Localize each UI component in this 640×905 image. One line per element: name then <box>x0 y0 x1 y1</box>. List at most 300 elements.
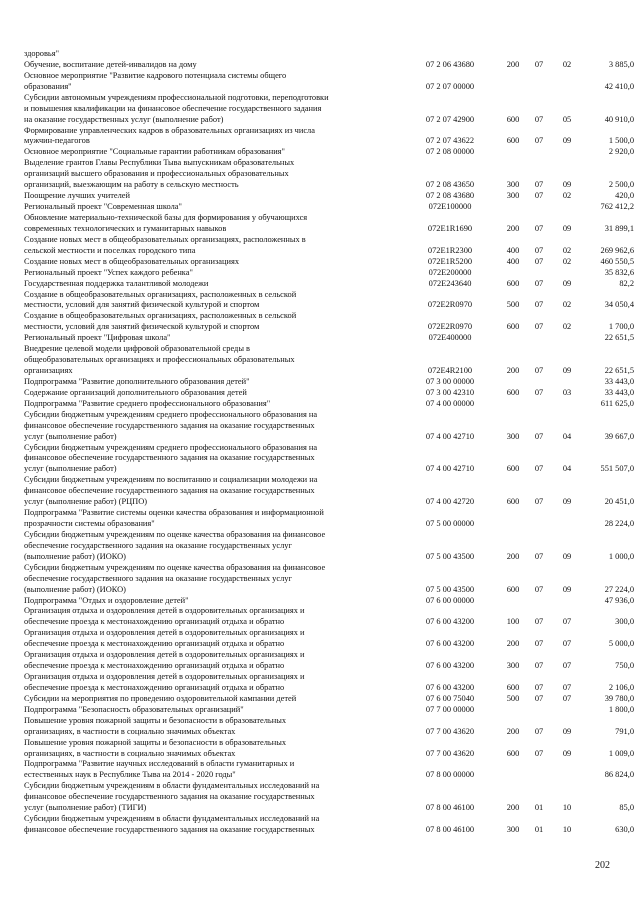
row-vr: 600 <box>506 748 520 758</box>
row-name: Создание новых мест в общеобразовательных организациях, расположенных в <box>24 234 306 244</box>
row-rz: 07 <box>534 387 544 397</box>
row-rz: 07 <box>534 136 544 146</box>
row-sum: 33 443,0 <box>604 387 634 397</box>
table-row-line <box>24 365 640 376</box>
table-row-line <box>24 726 640 737</box>
row-sum: 22 651,5 <box>604 333 634 343</box>
row-rz: 07 <box>534 180 544 190</box>
row-code: 07 4 00 42710 <box>425 464 475 474</box>
row-code: 07 7 00 00000 <box>425 704 475 714</box>
row-name: Субсидии на мероприятия по проведению оздоровительной кампании детей <box>24 693 297 703</box>
table-row-line <box>24 59 640 70</box>
row-pr: 02 <box>562 245 572 255</box>
row-rz: 07 <box>534 464 544 474</box>
row-code: 072E4R2100 <box>427 366 473 375</box>
row-code: 07 6 00 75040 <box>425 693 475 703</box>
row-code: 07 5 00 43500 <box>425 584 475 594</box>
row-vr: 500 <box>506 300 520 310</box>
table-row-line <box>24 332 640 343</box>
row-name: организаций высшего образования и профессиональных образовательных <box>24 169 289 179</box>
row-code: 07 6 00 43200 <box>425 661 475 671</box>
table-row-line <box>24 671 640 682</box>
table-row-line <box>24 343 640 354</box>
table-row-line <box>24 693 640 704</box>
row-name: Создание в общеобразовательных организациях, расположенных в сельской <box>24 311 297 321</box>
row-code: 07 2 08 00000 <box>425 147 475 157</box>
row-pr: 09 <box>562 584 572 594</box>
row-sum: 269 962,6 <box>600 245 634 255</box>
row-code: 07 2 06 43680 <box>425 59 475 69</box>
row-pr: 09 <box>562 748 572 758</box>
row-code: 07 7 00 43620 <box>425 726 475 736</box>
row-sum: 630,0 <box>615 825 634 834</box>
table-row-line <box>24 310 640 321</box>
row-rz: 01 <box>534 803 544 813</box>
table-row-line <box>24 420 640 431</box>
row-pr: 07 <box>562 661 572 671</box>
row-rz: 07 <box>534 256 544 266</box>
row-pr: 10 <box>562 825 572 834</box>
table-row-line <box>24 431 640 442</box>
table-row-line <box>24 627 640 638</box>
table-row-line <box>24 70 640 81</box>
row-name: Субсидии бюджетным учреждениям по оценке качества образования на финансовое <box>24 562 326 572</box>
row-pr: 09 <box>562 278 572 288</box>
row-vr: 600 <box>506 464 520 474</box>
row-rz: 07 <box>534 639 544 649</box>
row-sum: 460 550,5 <box>600 256 634 266</box>
row-code: 07 2 08 43650 <box>425 180 475 190</box>
row-code: 07 8 00 46100 <box>425 803 475 813</box>
row-pr: 05 <box>562 114 572 124</box>
row-pr: 09 <box>562 497 572 507</box>
table-row-line <box>24 376 640 387</box>
row-rz: 07 <box>534 617 544 627</box>
row-sum: 2 106,0 <box>608 682 634 692</box>
table-row-line <box>24 474 640 485</box>
table-row-line <box>24 267 640 278</box>
row-code: 07 2 07 00000 <box>425 81 475 91</box>
row-rz: 07 <box>534 278 544 288</box>
row-pr: 09 <box>562 366 572 375</box>
row-rz: 07 <box>534 661 544 671</box>
row-rz: 07 <box>534 726 544 736</box>
table-row-line <box>24 649 640 660</box>
row-code: 07 2 07 43622 <box>425 136 475 146</box>
row-name: обеспечение проезда к местонахождению организаций отдыха и обратно <box>24 639 285 649</box>
row-vr: 600 <box>506 114 520 124</box>
row-name: Субсидии бюджетным учреждениям среднего профессионального образования на <box>24 442 318 452</box>
row-name: Региональный проект "Цифровая школа" <box>24 333 171 343</box>
table-row-line <box>24 551 640 562</box>
row-code: 072E2R0970 <box>427 322 473 332</box>
row-pr: 02 <box>562 191 572 201</box>
row-rz: 07 <box>534 693 544 703</box>
row-code: 07 3 00 42310 <box>425 387 475 397</box>
row-name: образования" <box>24 81 72 91</box>
row-pr: 09 <box>562 136 572 146</box>
row-sum: 85,0 <box>619 803 634 813</box>
table-row-line <box>24 496 640 507</box>
row-sum: 750,0 <box>615 661 634 671</box>
row-sum: 1 500,0 <box>608 136 634 146</box>
row-rz: 07 <box>534 497 544 507</box>
row-pr: 07 <box>562 639 572 649</box>
row-name: общеобразовательных организациях и профессиональных образовательных <box>24 355 295 364</box>
row-code: 07 2 08 43680 <box>425 191 475 201</box>
row-sum: 34 050,4 <box>604 300 634 310</box>
row-name: обеспечение проезда к местонахождению организаций отдыха и обратно <box>24 682 285 692</box>
row-name: естественных наук в Республике Тыва на 2014 - 2020 годы" <box>24 770 236 780</box>
row-pr: 02 <box>562 322 572 332</box>
table-row-line <box>24 278 640 289</box>
row-rz: 07 <box>534 223 544 233</box>
row-code: 072E200000 <box>428 267 472 277</box>
row-rz: 07 <box>534 551 544 561</box>
row-name: Субсидии бюджетным учреждениям в области фундаментальных исследований на <box>24 781 320 791</box>
row-name: Повышение уровня пожарной защиты и безопасности в образовательных <box>24 737 287 747</box>
row-code: 072E1R5200 <box>427 256 473 266</box>
table-row-line <box>24 157 640 168</box>
table-row-line <box>24 791 640 802</box>
row-name: обеспечение государственного задания на оказание государственных услуг <box>24 540 292 550</box>
table-row-line <box>24 595 640 606</box>
row-pr: 09 <box>562 223 572 233</box>
row-name: Региональный проект "Современная школа" <box>24 202 182 211</box>
row-vr: 200 <box>506 726 520 736</box>
row-sum: 2 920,0 <box>608 147 634 157</box>
table-row-line <box>24 256 640 267</box>
row-code: 07 7 00 43620 <box>425 748 475 758</box>
row-sum: 420,0 <box>615 191 634 201</box>
table-row-line <box>24 824 640 835</box>
row-code: 07 2 07 42900 <box>425 114 475 124</box>
row-pr: 09 <box>562 726 572 736</box>
table-row-line <box>24 289 640 300</box>
row-name: Организация отдыха и оздоровления детей в оздоровительных организациях и <box>24 628 305 638</box>
row-sum: 39 780,0 <box>604 693 634 703</box>
row-sum: 791,0 <box>615 726 634 736</box>
row-sum: 20 451,0 <box>604 497 634 507</box>
row-pr: 03 <box>562 387 572 397</box>
row-name: финансовое обеспечение государственного задания на оказание государственных <box>24 825 315 834</box>
row-name: Создание в общеобразовательных организациях, расположенных в сельской <box>24 289 297 299</box>
row-code: 07 5 00 43500 <box>425 551 475 561</box>
row-code: 072E100000 <box>428 202 472 211</box>
row-name: Создание новых мест в общеобразовательных организациях <box>24 256 240 266</box>
table-row-line <box>24 125 640 136</box>
row-sum: 5 000,0 <box>608 639 634 649</box>
table-row-line <box>24 529 640 540</box>
row-vr: 200 <box>506 639 520 649</box>
row-code: 07 8 00 46100 <box>425 825 475 834</box>
row-name: Организация отдыха и оздоровления детей в оздоровительных организациях и <box>24 606 305 616</box>
row-name: услуг (выполнение работ) <box>24 431 117 441</box>
row-sum: 33 443,0 <box>604 376 634 386</box>
row-sum: 1 700,0 <box>608 322 634 332</box>
row-code: 07 3 00 00000 <box>425 376 475 386</box>
row-pr: 07 <box>562 617 572 627</box>
table-row-line <box>24 92 640 103</box>
table-row-line <box>24 715 640 726</box>
row-sum: 82,2 <box>619 278 634 288</box>
table-row-line <box>24 452 640 463</box>
row-vr: 300 <box>506 431 520 441</box>
row-name: финансовое обеспечение государственного задания на оказание государственных <box>24 453 315 463</box>
row-name: Подпрограмма "Отдых и оздоровление детей" <box>24 595 189 605</box>
row-code: 07 6 00 00000 <box>425 595 475 605</box>
table-row-line <box>24 135 640 146</box>
table-row-line <box>24 605 640 616</box>
row-rz: 07 <box>534 431 544 441</box>
table-row-line <box>24 442 640 453</box>
table-row-line <box>24 584 640 595</box>
table-row-line <box>24 146 640 157</box>
row-name: Основное мероприятие "Социальные гарантии работникам образования" <box>24 147 285 157</box>
row-vr: 600 <box>506 497 520 507</box>
row-vr: 200 <box>506 366 520 375</box>
table-row-line <box>24 562 640 573</box>
row-pr: 02 <box>562 59 572 69</box>
row-sum: 3 885,0 <box>608 59 634 69</box>
row-name: обеспечение проезда к местонахождению организаций отдыха и обратно <box>24 661 285 671</box>
row-rz: 07 <box>534 584 544 594</box>
row-sum: 39 667,0 <box>604 431 634 441</box>
row-name: услуг (выполнение работ) (РЦПО) <box>24 497 148 507</box>
row-sum: 31 899,1 <box>604 223 634 233</box>
row-sum: 300,0 <box>615 617 634 627</box>
row-name: Формирование управленческих кадров в образовательных организациях из числа <box>24 125 315 135</box>
row-vr: 300 <box>506 825 520 834</box>
row-code: 072E2R0970 <box>427 300 473 310</box>
table-row-line <box>24 737 640 748</box>
table-row-line <box>24 190 640 201</box>
row-vr: 600 <box>506 682 520 692</box>
row-pr: 02 <box>562 300 572 310</box>
row-sum: 611 625,0 <box>600 398 634 408</box>
row-name: сельской местности и поселках городского типа <box>24 245 196 255</box>
row-name: обеспечение проезда к местонахождению организаций отдыха и обратно <box>24 617 285 627</box>
row-name: Повышение уровня пожарной защиты и безопасности в образовательных <box>24 715 287 725</box>
row-code: 07 8 00 00000 <box>425 770 475 780</box>
row-pr: 07 <box>562 682 572 692</box>
row-name: прозрачности системы образования" <box>24 519 155 528</box>
row-name: Субсидии автономным учреждениям профессиональной подготовки, переподготовки <box>24 92 329 102</box>
row-rz: 07 <box>534 322 544 332</box>
row-name: Обучение, воспитание детей-инвалидов на дому <box>24 59 197 69</box>
row-code: 072E1R2300 <box>427 245 473 255</box>
table-row-line <box>24 212 640 223</box>
table-row-line <box>24 540 640 551</box>
row-name: мужчин-педагогов <box>24 136 90 146</box>
row-name: организациях, в частности в социально значимых объектах <box>24 726 236 736</box>
table-row-line <box>24 223 640 234</box>
table-row-line <box>24 398 640 409</box>
row-code: 072E243640 <box>428 278 472 288</box>
table-row-line <box>24 485 640 496</box>
row-name: и повышения квалификации на финансовое обеспечение государственного задания <box>24 103 322 113</box>
table-row-line <box>24 234 640 245</box>
row-rz: 07 <box>534 366 544 375</box>
row-sum: 1 800,0 <box>608 704 634 714</box>
row-code: 07 5 00 00000 <box>425 519 475 528</box>
table-row-line <box>24 616 640 627</box>
table-row-line <box>24 245 640 256</box>
table-row-line <box>24 518 640 529</box>
table-row-line <box>24 704 640 715</box>
row-code: 07 4 00 42710 <box>425 431 475 441</box>
row-name: Субсидии бюджетным учреждениям среднего профессионального образования на <box>24 409 318 419</box>
row-vr: 200 <box>506 223 520 233</box>
row-vr: 600 <box>506 387 520 397</box>
row-code: 07 6 00 43200 <box>425 682 475 692</box>
row-name: Содержание организаций дополнительного образования детей <box>24 387 247 397</box>
row-vr: 600 <box>506 322 520 332</box>
row-rz: 01 <box>534 825 544 834</box>
row-pr: 04 <box>562 431 572 441</box>
row-name: Подпрограмма "Развитие научных исследований в области гуманитарных и <box>24 759 295 769</box>
row-sum: 762 412,2 <box>600 202 634 211</box>
row-name: организациях, в частности в социально значимых объектах <box>24 748 236 758</box>
table-row-line <box>24 758 640 769</box>
row-sum: 22 651,5 <box>604 366 634 375</box>
row-pr: 02 <box>562 256 572 266</box>
row-name: Подпрограмма "Развитие системы оценки качества образования и информационной <box>24 508 324 518</box>
row-name: услуг (выполнение работ) (ТИГИ) <box>24 803 147 813</box>
row-pr: 10 <box>562 803 572 813</box>
row-vr: 100 <box>506 617 520 627</box>
page-number: 202 <box>595 860 610 871</box>
row-vr: 400 <box>506 256 520 266</box>
row-vr: 200 <box>506 803 520 813</box>
table-row-line <box>24 573 640 584</box>
row-name: местности, условий для занятий физической культурой и спортом <box>24 300 260 310</box>
row-name: финансовое обеспечение государственного задания на оказание государственных <box>24 486 315 496</box>
row-rz: 07 <box>534 300 544 310</box>
row-name: Подпрограмма "Развитие среднего профессионального образования" <box>24 398 271 408</box>
row-name: Субсидии бюджетным учреждениям по оценке качества образования на финансовое <box>24 529 326 539</box>
row-sum: 28 224,0 <box>604 519 634 528</box>
row-vr: 400 <box>506 245 520 255</box>
row-rz: 07 <box>534 748 544 758</box>
row-pr: 07 <box>562 693 572 703</box>
row-code: 07 4 00 00000 <box>425 398 475 408</box>
table-row-line <box>24 387 640 398</box>
row-vr: 600 <box>506 136 520 146</box>
row-sum: 42 410,0 <box>604 81 634 91</box>
row-name: (выполнение работ) (ИОКО) <box>24 551 126 561</box>
table-row-line <box>24 354 640 365</box>
row-name: Обновление материально-технической базы для формирования у обучающихся <box>24 212 308 222</box>
table-row-line <box>24 769 640 780</box>
table-row-line <box>24 748 640 759</box>
row-vr: 300 <box>506 180 520 190</box>
table-row-line <box>24 780 640 791</box>
row-name: Подпрограмма "Безопасность образовательных организаций" <box>24 704 244 714</box>
table-row-line <box>24 409 640 420</box>
table-row-line <box>24 179 640 190</box>
row-code: 072E400000 <box>428 333 472 343</box>
table-row-line <box>24 321 640 332</box>
table-row-line <box>24 682 640 693</box>
row-sum: 35 832,6 <box>604 267 634 277</box>
row-sum: 40 910,0 <box>604 114 634 124</box>
row-name: организациях <box>24 366 73 375</box>
row-name: услуг (выполнение работ) <box>24 464 117 474</box>
row-sum: 27 224,0 <box>604 584 634 594</box>
row-rz: 07 <box>534 59 544 69</box>
table-row-line <box>24 507 640 518</box>
row-name: обеспечение государственного задания на оказание государственных услуг <box>24 573 292 583</box>
row-code: 07 6 00 43200 <box>425 639 475 649</box>
row-vr: 600 <box>506 584 520 594</box>
row-name: местности, условий для занятий физической культурой и спортом <box>24 322 260 332</box>
row-name: Выделение грантов Главы Республики Тыва выпускникам образовательных <box>24 158 295 168</box>
table-row-line <box>24 114 640 125</box>
row-vr: 200 <box>506 551 520 561</box>
row-pr: 04 <box>562 464 572 474</box>
row-rz: 07 <box>534 191 544 201</box>
row-name: организаций, выезжающим на работу в сельскую местность <box>24 180 239 190</box>
row-name: Государственная поддержка талантливой молодежи <box>24 278 209 288</box>
row-sum: 47 936,0 <box>604 595 634 605</box>
row-code: 072E1R1690 <box>427 223 473 233</box>
row-name: Организация отдыха и оздоровления детей в оздоровительных организациях и <box>24 650 305 660</box>
row-vr: 300 <box>506 191 520 201</box>
table-row-line <box>24 299 640 310</box>
row-name: финансовое обеспечение государственного задания на оказание государственных <box>24 420 315 430</box>
row-name: Региональный проект "Успех каждого ребенка" <box>24 267 193 277</box>
row-pr: 09 <box>562 551 572 561</box>
row-name: современных технологических и гуманитарных навыков <box>24 223 227 233</box>
table-row-line <box>24 81 640 92</box>
table-row-line <box>24 813 640 824</box>
row-sum: 86 824,0 <box>604 770 634 780</box>
table-row-line <box>24 48 640 59</box>
row-name: Подпрограмма "Развитие дополнительного образования детей" <box>24 376 250 386</box>
row-vr: 300 <box>506 661 520 671</box>
row-code: 07 4 00 42720 <box>425 497 475 507</box>
row-name: на оказание государственных услуг (выполнение работ) <box>24 114 224 124</box>
row-name: Поощрение лучших учителей <box>24 191 130 201</box>
row-rz: 07 <box>534 682 544 692</box>
row-name: финансовое обеспечение государственного задания на оказание государственных <box>24 792 315 802</box>
row-sum: 1 000,0 <box>608 551 634 561</box>
row-rz: 07 <box>534 114 544 124</box>
row-rz: 07 <box>534 245 544 255</box>
row-name: Субсидии бюджетным учреждениям в области фундаментальных исследований на <box>24 814 320 824</box>
table-row-line <box>24 201 640 212</box>
row-vr: 600 <box>506 278 520 288</box>
row-name: Субсидии бюджетным учреждениям по воспитанию и социализации молодежи на <box>24 475 318 485</box>
row-vr: 200 <box>506 59 520 69</box>
table-row-line <box>24 168 640 179</box>
row-sum: 2 500,0 <box>608 180 634 190</box>
row-code: 07 6 00 43200 <box>425 617 475 627</box>
table-row-line <box>24 660 640 671</box>
row-vr: 500 <box>506 693 520 703</box>
row-name: Основное мероприятие "Развитие кадрового потенциала системы общего <box>24 70 287 80</box>
row-pr: 09 <box>562 180 572 190</box>
row-name: здоровья" <box>24 49 60 58</box>
row-sum: 1 009,0 <box>608 748 634 758</box>
table-row-line <box>24 802 640 813</box>
table-row-line <box>24 638 640 649</box>
table-row-line <box>24 103 640 114</box>
row-name: (выполнение работ) (ИОКО) <box>24 584 126 594</box>
row-name: Организация отдыха и оздоровления детей в оздоровительных организациях и <box>24 672 305 681</box>
table-row-line <box>24 463 640 474</box>
